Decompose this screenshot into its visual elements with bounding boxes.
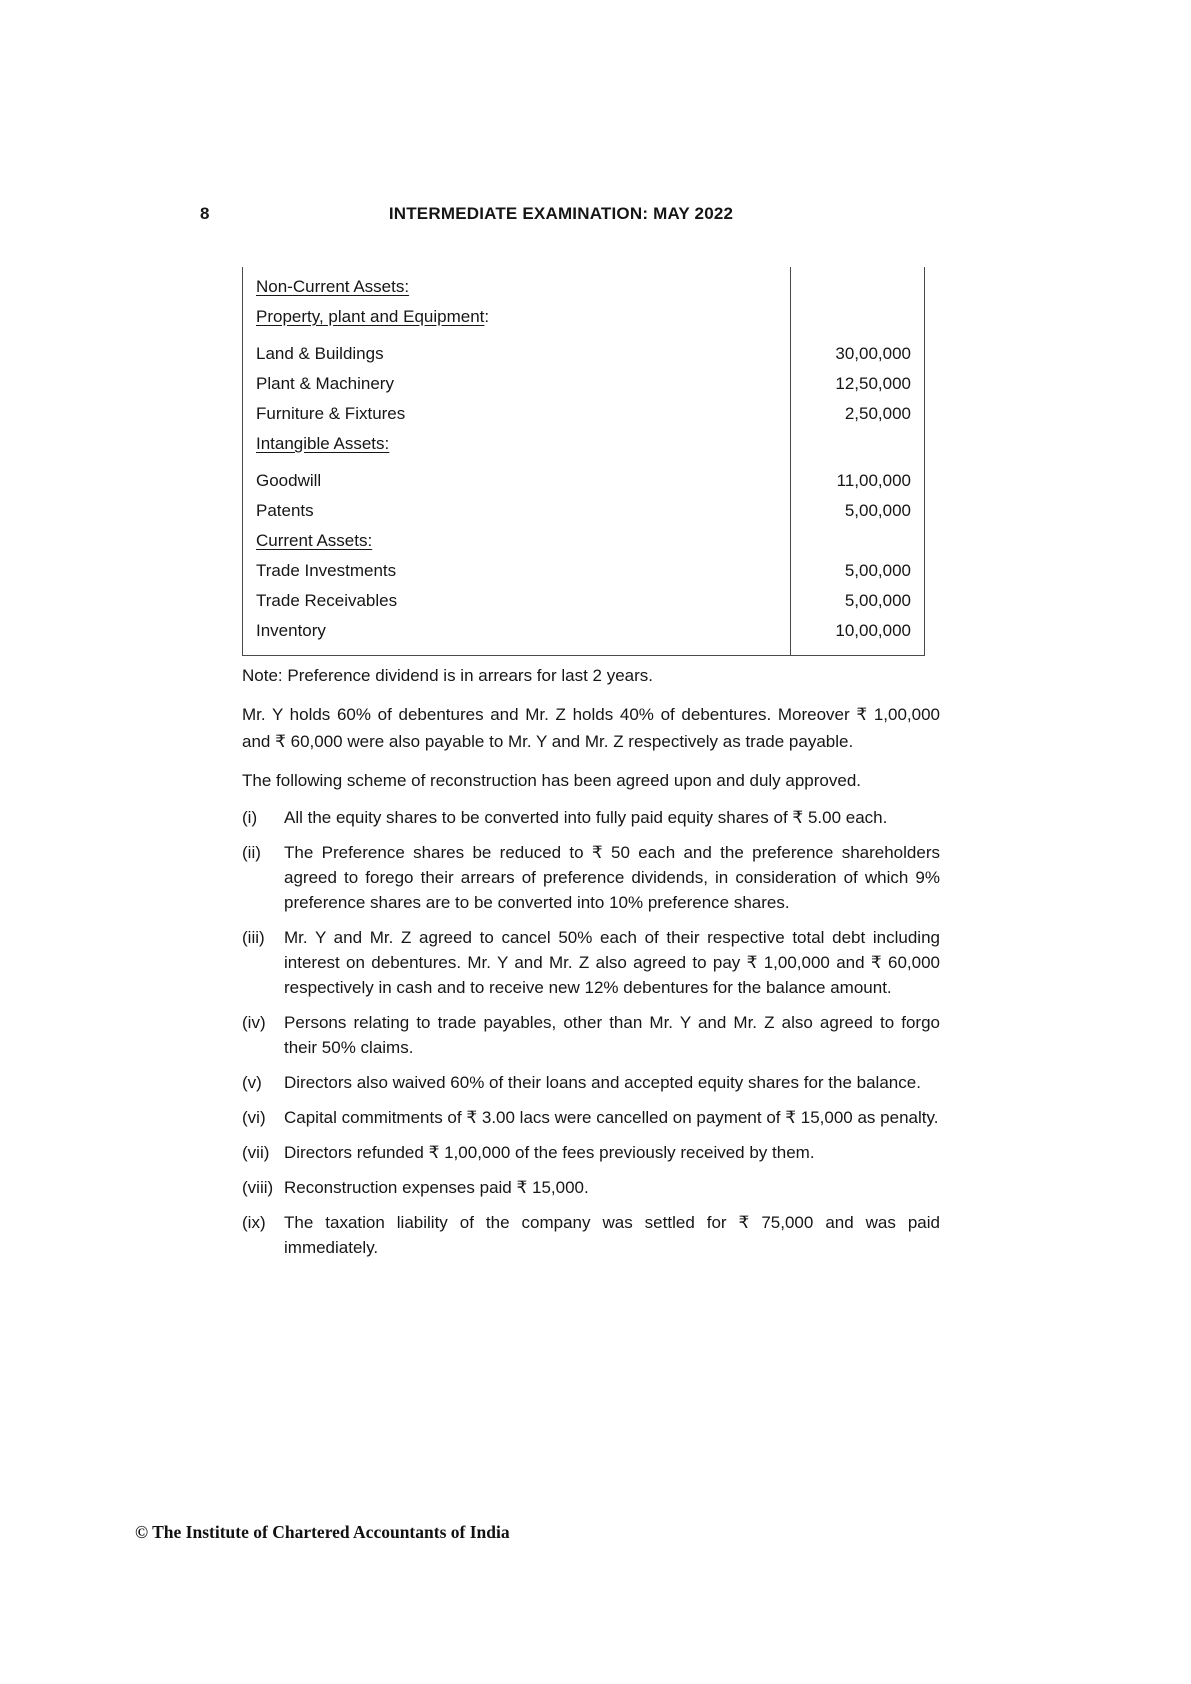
scheme-item [242,1140,940,1165]
row-value: 5,00,000 [844,591,911,610]
row-label-underlined: Intangible Assets: [256,434,390,453]
row-label-underlined: Non-Current Assets: [256,277,410,296]
scheme-item-marker: (v) [242,1072,262,1092]
scheme-item-text: Persons relating to trade payables, other than Mr. Y and Mr. Z also agreed to forgo their 50% claims. [284,1012,940,1057]
scheme-item-marker: (ix) [242,1212,266,1232]
row-label: Furniture & Fixtures [256,404,406,423]
note-paragraph: Note: Preference dividend is in arrears for last 2 years. [242,666,654,685]
scheme-item-marker: (vi) [242,1107,266,1127]
table-row [243,399,924,429]
table-row [243,556,924,586]
scheme-item-text: Directors also waived 60% of their loans and accepted equity shares for the balance. [284,1072,921,1092]
row-label: Inventory [256,621,326,640]
row-label-underlined: Property, plant and Equipment [256,307,485,326]
row-label [243,526,790,556]
scheme-item-text: Directors refunded ₹ 1,00,000 of the fees previously received by them. [284,1142,815,1162]
row-value: 5,00,000 [844,501,911,520]
scheme-item-marker: (ii) [242,842,261,862]
table-row [243,616,924,646]
scheme-item [242,1105,940,1130]
scheme-item-marker: (i) [242,807,258,827]
scheme-item-text: All the equity shares to be converted into fully paid equity shares of ₹ 5.00 each. [284,807,888,827]
scheme-item-marker: (vii) [242,1142,270,1162]
asset-table-body [243,272,924,646]
copyright-footer: © The Institute of Chartered Accountants of India [135,1522,510,1542]
scheme-item [242,840,940,915]
row-value: 10,00,000 [835,621,911,640]
scheme-intro-paragraph: The following scheme of reconstruction has been agreed upon and duly approved. [242,771,862,790]
row-value [790,429,924,459]
scheme-item [242,1070,940,1095]
table-row [243,339,924,369]
scheme-item [242,925,940,1000]
asset-table [242,267,925,656]
scheme-item [242,1210,940,1260]
page-number: 8 [200,204,210,223]
table-row [243,369,924,399]
row-label: Patents [256,501,314,520]
scheme-item-text: The taxation liability of the company was settled for ₹ 75,000 and was paid immediately. [284,1212,940,1257]
table-row [243,429,924,459]
row-value [790,526,924,556]
row-label-underlined: Current Assets: [256,531,373,550]
row-value [790,302,924,332]
scheme-item-text: Mr. Y and Mr. Z agreed to cancel 50% each of their respective total debt including interest on debentures. Mr. Y and Mr. Z also agreed to pay ₹ 1,00,000 and ₹ 60,000 respectively in cash and to receive new 12% debentures for the balance amount. [284,927,940,997]
row-label: Land & Buildings [256,344,384,363]
table-row [243,496,924,526]
scheme-list [242,805,940,1260]
row-value: 2,50,000 [844,404,911,423]
row-value: 30,00,000 [835,344,911,363]
page-header [200,204,922,224]
row-value: 12,50,000 [835,374,911,393]
row-value: 11,00,000 [836,471,911,490]
scheme-item-marker: (iv) [242,1012,266,1032]
row-value [790,272,924,302]
page-title: INTERMEDIATE EXAMINATION: MAY 2022 [388,204,734,223]
row-label [243,429,790,459]
scheme-item-text: Capital commitments of ₹ 3.00 lacs were cancelled on payment of ₹ 15,000 as penalty. [284,1107,939,1127]
table-row [243,302,924,332]
row-label [243,272,790,302]
page-content [242,267,940,1260]
scheme-item-text: The Preference shares be reduced to ₹ 50 each and the preference shareholders agreed to forego their arrears of preference dividends, in consideration of which 9% preference shares are to be converted into 10% preference shares. [284,842,940,912]
row-label: Goodwill [256,471,322,490]
table-row [243,526,924,556]
scheme-item [242,1175,940,1200]
scheme-item-marker: (viii) [242,1177,274,1197]
scheme-item [242,805,940,830]
debenture-holders-paragraph: Mr. Y holds 60% of debentures and Mr. Z holds 40% of debentures. Moreover ₹ 1,00,000 and ₹ 60,000 were also payable to Mr. Y and Mr. Z respectively as trade payable. [242,705,940,751]
scheme-item-text: Reconstruction expenses paid ₹ 15,000. [284,1177,589,1197]
row-label: Trade Receivables [256,591,398,610]
row-label: Plant & Machinery [256,374,394,393]
table-row [243,272,924,302]
scheme-item [242,1010,940,1060]
table-row [243,466,924,496]
row-label: Trade Investments [256,561,397,580]
table-row [243,586,924,616]
row-label: Property, plant and Equipment: [256,307,490,326]
row-value: 5,00,000 [844,561,911,580]
scheme-item-marker: (iii) [242,927,265,947]
